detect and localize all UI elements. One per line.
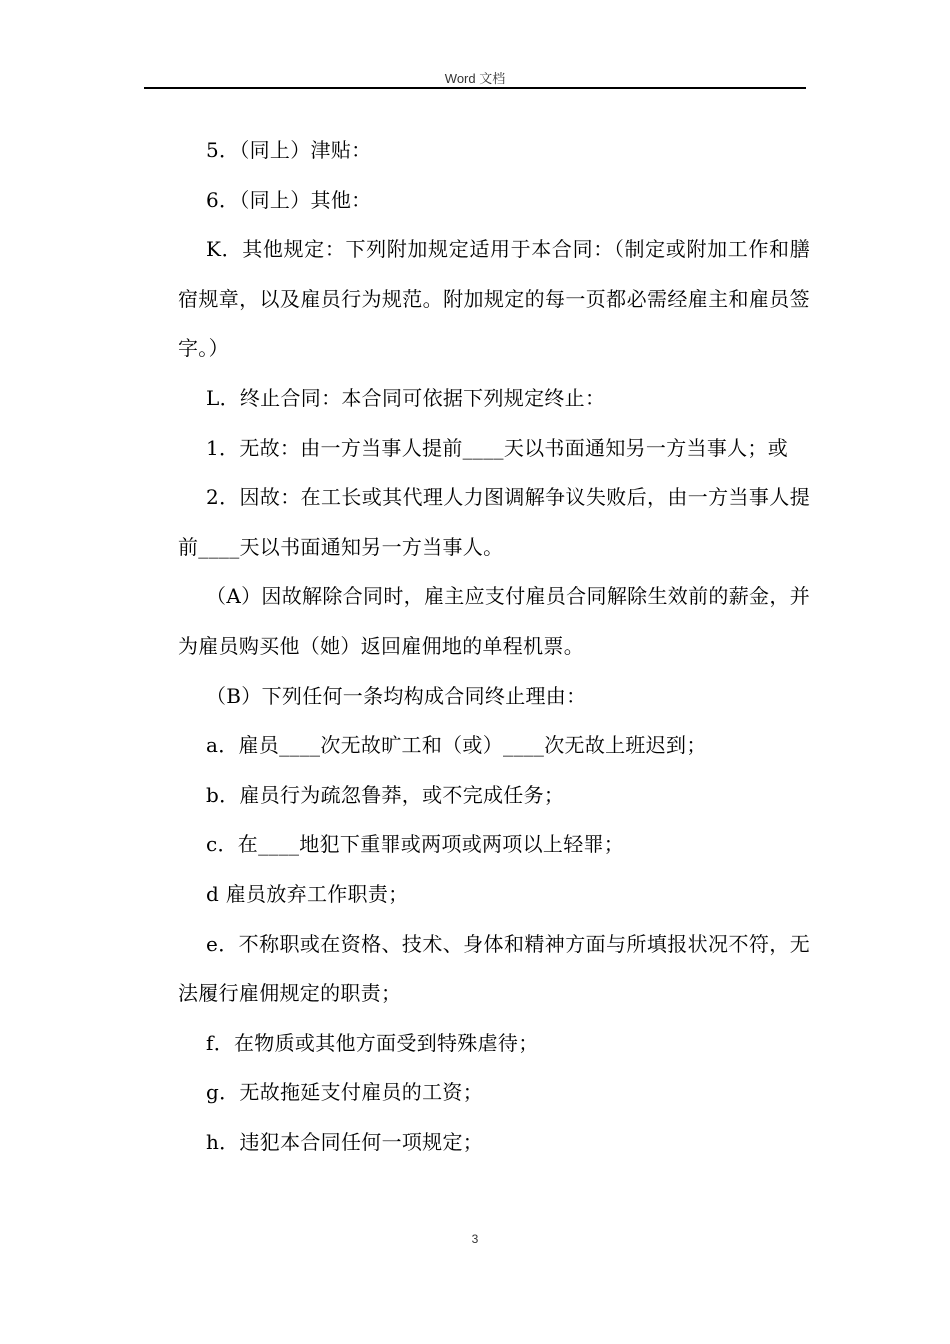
document-header: Word 文档 [444,71,506,86]
paragraph: 5．（同上）津贴： [206,138,372,162]
paragraph: c．在____地犯下重罪或两项或两项以上轻罪； [206,832,625,857]
paragraph: a．雇员____次无故旷工和（或）____次无故上班迟到； [206,733,707,758]
paragraph: （B）下列任何一条均构成合同终止理由： [206,683,587,708]
paragraph: 6．（同上）其他： [206,187,372,212]
paragraph: d 雇员放弃工作职责； [206,881,409,906]
paragraph: g．无故拖延支付雇员的工资； [206,1080,484,1105]
paragraph: 2．因故：在工长或其代理人力图调解争议失败后，由一方当事人提前____天以书面通知另一方当事人。 [178,485,810,559]
paragraph: L．终止合同：本合同可依据下列规定终止： [206,385,606,410]
document-body [178,126,810,1167]
page-number: 3 [471,1232,479,1246]
paragraph: K．其他规定：下列附加规定适用于本合同：（制定或附加工作和膳宿规章，以及雇员行为规范。附加规定的每一页都必需经雇主和雇员签字。） [178,237,810,361]
paragraph: b．雇员行为疏忽鲁莽，或不完成任务； [206,782,565,807]
paragraph: （A）因故解除合同时，雇主应支付雇员合同解除生效前的薪金，并为雇员购买他（她）返回雇佣地的单程机票。 [178,584,810,658]
paragraph: f．在物质或其他方面受到特殊虐待； [206,1030,539,1055]
header-divider [144,87,806,89]
paragraph: 1．无故：由一方当事人提前____天以书面通知另一方当事人；或 [206,435,789,460]
paragraph: e．不称职或在资格、技术、身体和精神方面与所填报状况不符，无法履行雇佣规定的职责； [178,931,810,1006]
paragraph: h．违犯本合同任何一项规定； [206,1129,484,1154]
